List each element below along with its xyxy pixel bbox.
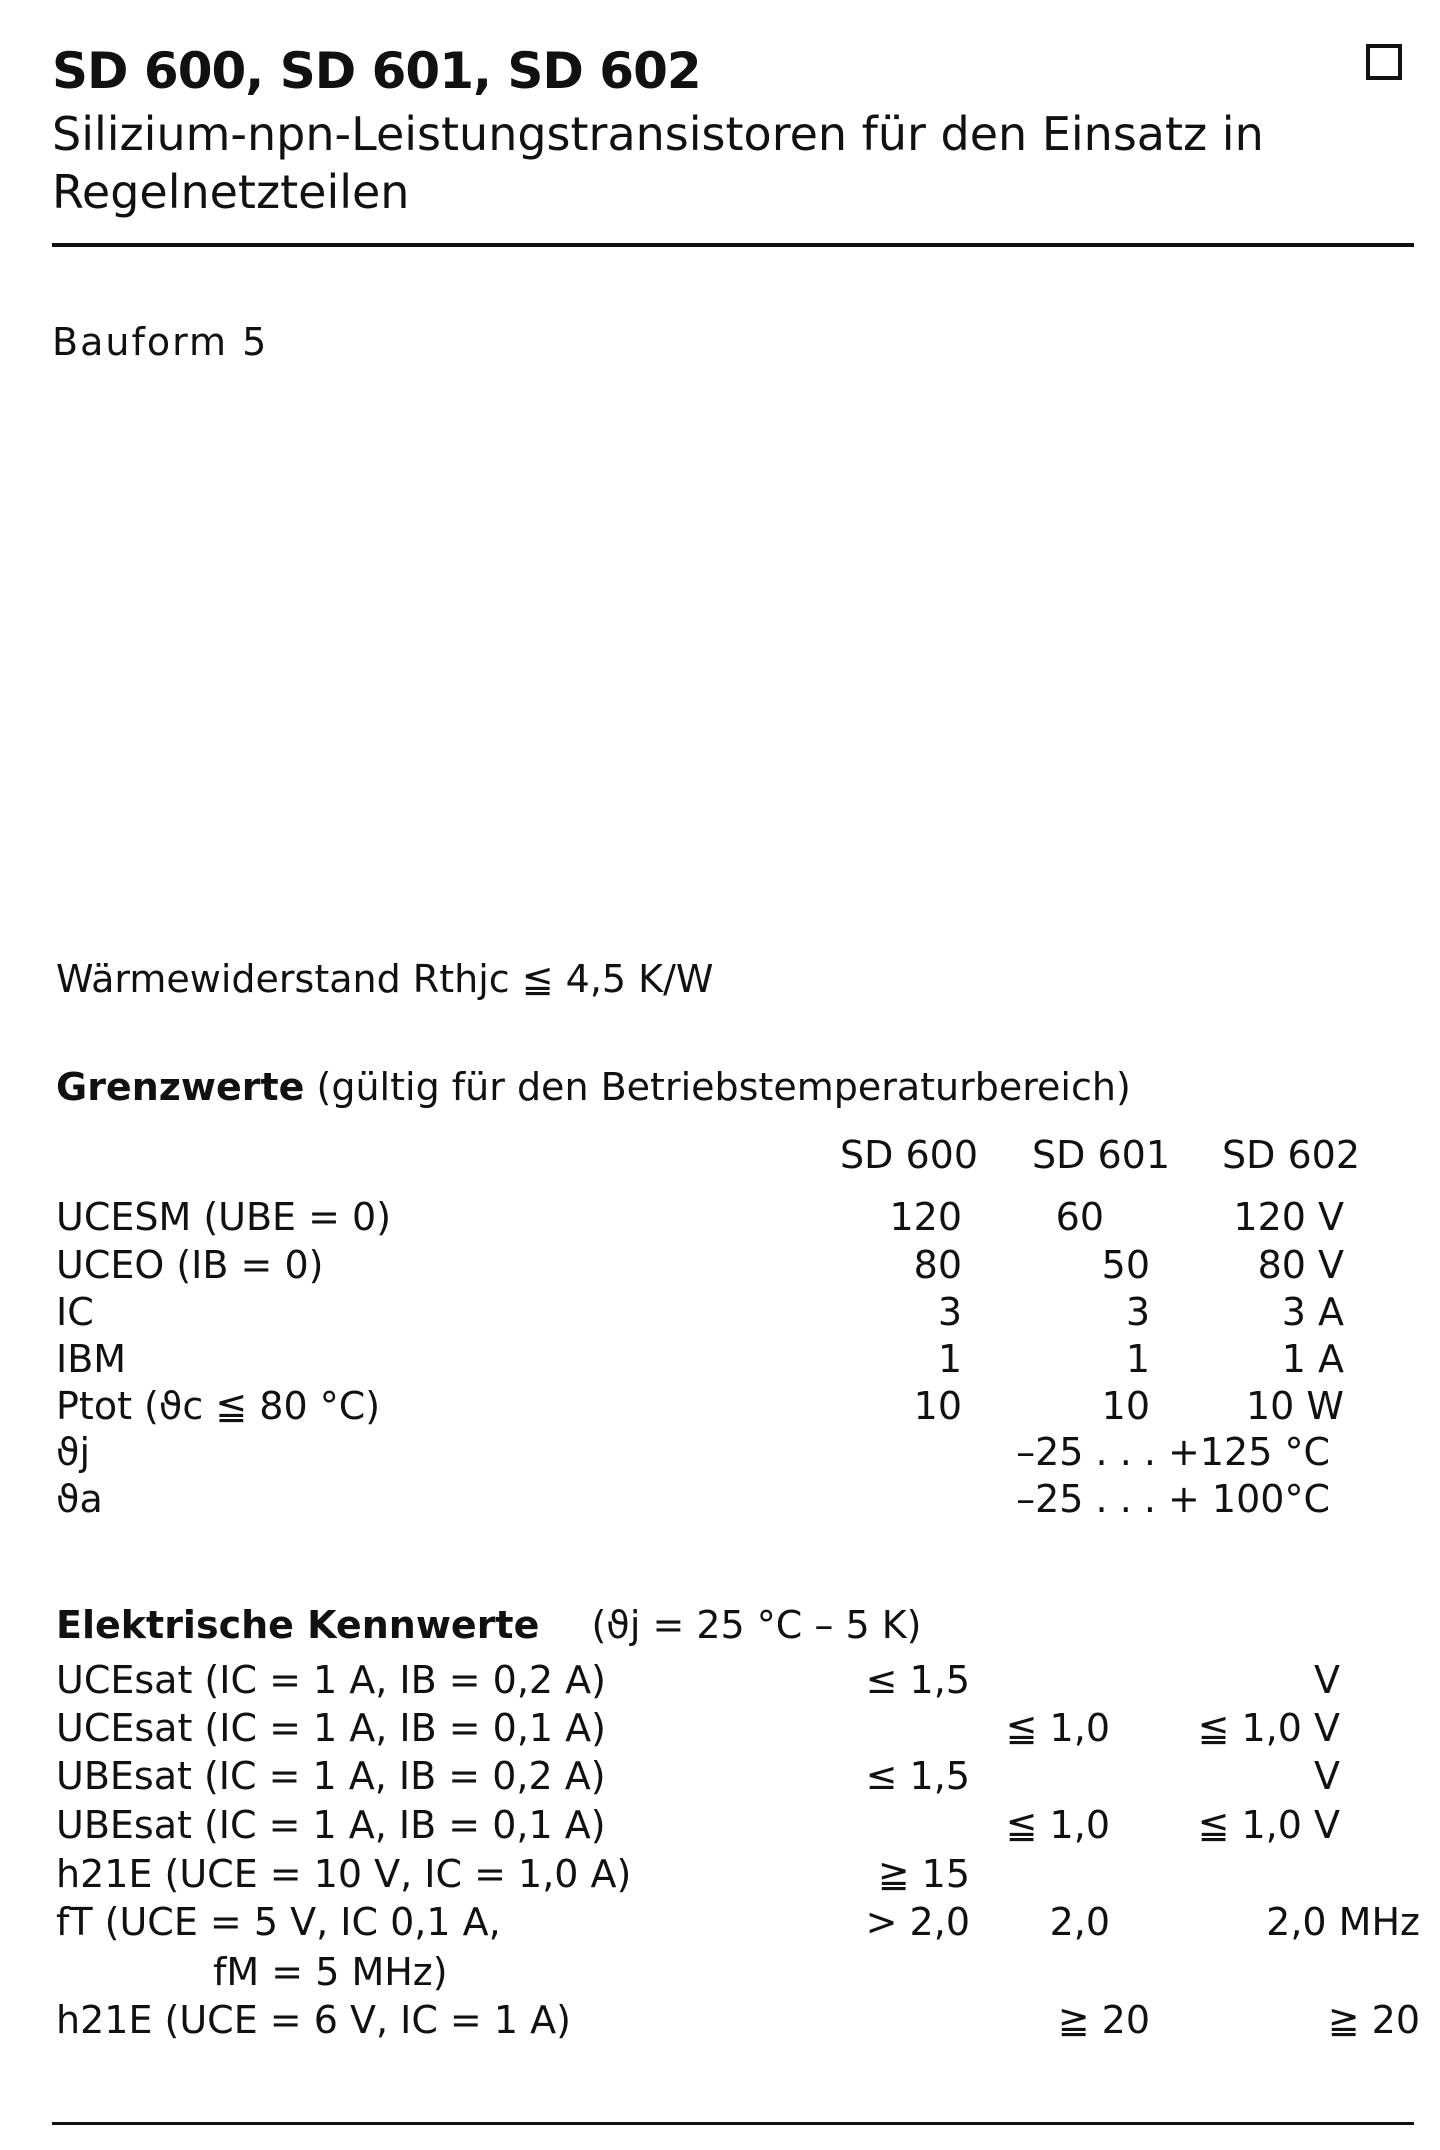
top-rule — [52, 243, 1414, 247]
value-sd600: ≤ 1,5 — [865, 1754, 970, 1798]
value-sd601: 60 — [1055, 1195, 1104, 1239]
param-label: UCESM (UBE = 0) — [56, 1195, 392, 1239]
package-type: Bauform 5 — [52, 320, 269, 364]
column-header-sd600: SD 600 — [840, 1133, 978, 1177]
value-sd601: ≦ 1,0 — [1005, 1706, 1110, 1750]
param-label: h21E (UCE = 6 V, IC = 1 A) — [56, 1998, 571, 2042]
param-label: fT (UCE = 5 V, IC 0,1 A, — [56, 1900, 501, 1944]
value-range: –25 . . . + 100°C — [1016, 1477, 1330, 1521]
value-range: –25 . . . +125 °C — [1016, 1430, 1330, 1474]
param-label: ϑj — [56, 1430, 91, 1474]
value-sd601: 50 — [1101, 1243, 1150, 1287]
value-sd601: ≧ 20 — [1057, 1998, 1150, 2042]
param-label: fM = 5 MHz) — [56, 1950, 448, 1994]
grenzwerte-heading-line — [56, 1065, 1131, 1109]
value-sd602: V — [1314, 1754, 1340, 1798]
value-sd602: 3 A — [1281, 1290, 1344, 1334]
kennwerte-heading: Elektrische Kennwerte — [56, 1603, 540, 1647]
value-sd601: 10 — [1101, 1384, 1150, 1428]
param-label: UCEO (IB = 0) — [56, 1243, 324, 1287]
value-sd601: 1 — [1125, 1337, 1150, 1381]
value-sd602: 80 V — [1257, 1243, 1344, 1287]
param-label: UCEsat (IC = 1 A, IB = 0,2 A) — [56, 1658, 606, 1702]
value-sd601: 2,0 — [1049, 1900, 1110, 1944]
param-label: UBEsat (IC = 1 A, IB = 0,1 A) — [56, 1803, 606, 1847]
value-sd600: ≤ 1,5 — [865, 1658, 970, 1702]
param-label: h21E (UCE = 10 V, IC = 1,0 A) — [56, 1852, 632, 1896]
value-sd602: ≦ 1,0 V — [1197, 1706, 1340, 1750]
value-sd600: 10 — [913, 1384, 962, 1428]
value-sd600: 80 — [913, 1243, 962, 1287]
kennwerte-heading-line — [56, 1603, 922, 1647]
param-label: ϑa — [56, 1477, 103, 1521]
subtitle-line-1: Silizium-npn-Leistungstransistoren für den Einsatz in — [52, 107, 1264, 161]
grenzwerte-heading: Grenzwerte — [56, 1065, 305, 1109]
document-subtitle — [52, 105, 1264, 221]
value-sd602: 2,0 MHz — [1266, 1900, 1420, 1944]
value-sd600: ≧ 15 — [877, 1852, 970, 1896]
grenzwerte-note: (gültig für den Betriebstemperaturbereich) — [316, 1065, 1131, 1109]
column-header-sd601: SD 601 — [1032, 1133, 1170, 1177]
checkbox-square — [1366, 44, 1402, 80]
value-sd600: > 2,0 — [865, 1900, 970, 1944]
value-sd602: V — [1314, 1658, 1340, 1702]
param-label: IC — [56, 1290, 94, 1334]
bottom-rule — [52, 2122, 1414, 2125]
value-sd600: 3 — [937, 1290, 962, 1334]
param-label: UBEsat (IC = 1 A, IB = 0,2 A) — [56, 1754, 606, 1798]
value-sd602: ≧ 20 — [1327, 1998, 1420, 2042]
param-label: UCEsat (IC = 1 A, IB = 0,1 A) — [56, 1706, 606, 1750]
param-label: Ptot (ϑc ≦ 80 °C) — [56, 1384, 381, 1428]
value-sd602: 10 W — [1245, 1384, 1344, 1428]
value-sd601: ≦ 1,0 — [1005, 1803, 1110, 1847]
value-sd601: 3 — [1125, 1290, 1150, 1334]
document-title: SD 600, SD 601, SD 602 — [52, 42, 701, 100]
kennwerte-note: (ϑj = 25 °C – 5 K) — [591, 1603, 922, 1647]
value-sd600: 120 — [889, 1195, 962, 1239]
column-header-sd602: SD 602 — [1222, 1133, 1360, 1177]
value-sd602: 1 A — [1281, 1337, 1344, 1381]
value-sd602: 120 V — [1233, 1195, 1344, 1239]
value-sd602: ≦ 1,0 V — [1197, 1803, 1340, 1847]
subtitle-line-2: Regelnetzteilen — [52, 165, 410, 219]
param-label: IBM — [56, 1337, 127, 1381]
value-sd600: 1 — [937, 1337, 962, 1381]
thermal-resistance: Wärmewiderstand Rthjc ≦ 4,5 K/W — [56, 957, 714, 1001]
